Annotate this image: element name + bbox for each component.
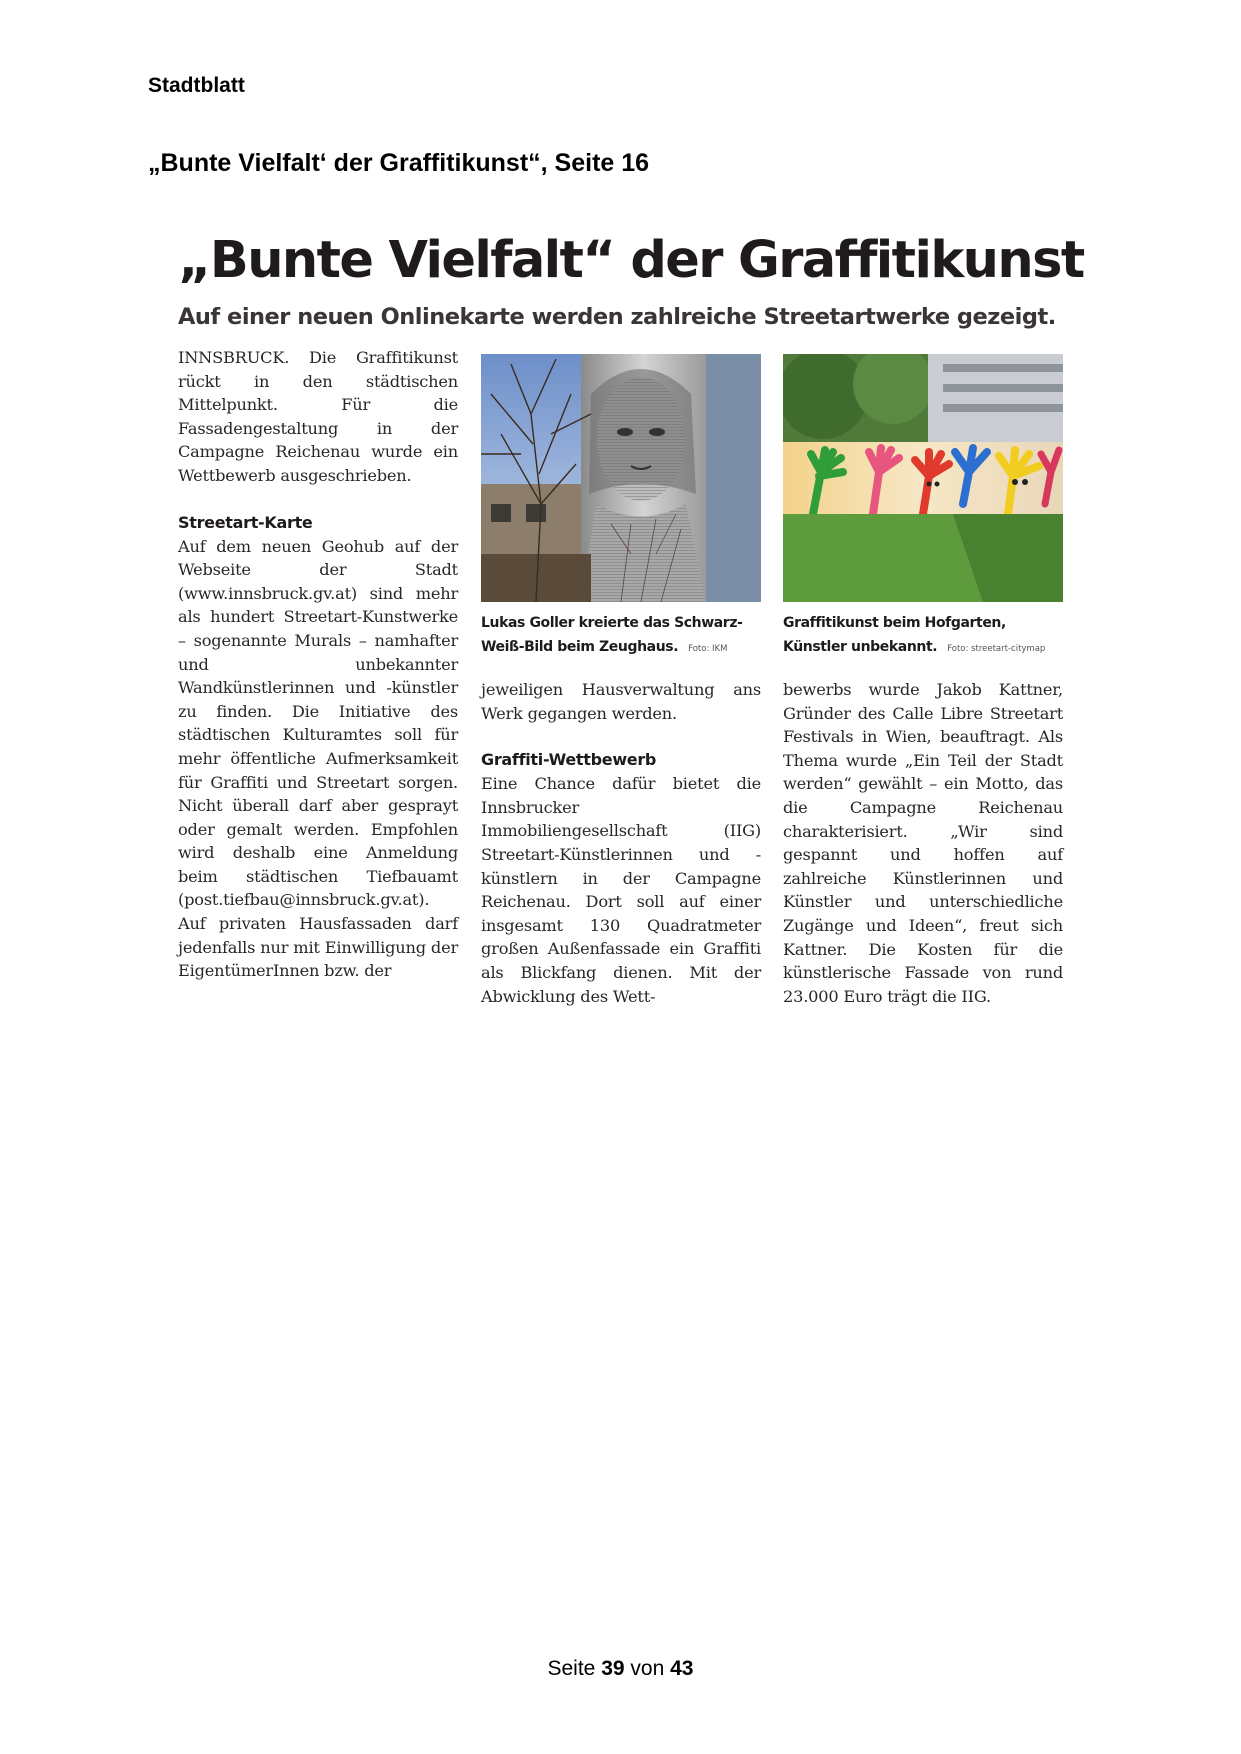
photo-credit: Foto: IKM (688, 643, 728, 654)
article-paragraph: Eine Chance dafür bietet die Innsbrucker Immobiliengesellschaft (IIG) Streetart-Künstlerinnen und -künstlern in der Campagne Reichenau. Dort soll auf einer insgesamt 130 Quadratmeter großen Außenfassade ein Graffiti als Blickfang dienen. Mit der Abwicklung des Wett- (481, 774, 761, 1006)
article-paragraph: Auf dem neuen Geohub auf der Webseite der Stadt (www.innsbruck.gv.at) sind mehr als hundert Streetart-Kunstwerke – sogenannte Murals – namhafter und unbekannter Wandkünstlerinnen und -künstler zu finden. Die Initiative des städtischen Kulturamtes soll für mehr öffentliche Aufmerksamkeit für Graffiti und Streetart sorgen. Nicht überall darf aber gesprayt oder gemalt werden. Empfohlen wird deshalb eine Anmeldung beim städtischen Tiefbauamt (post.tiefbau@innsbruck.gv.at). Auf privaten Hausfassaden darf jedenfalls nur mit Einwilligung der EigentümerInnen bzw. der (178, 536, 458, 981)
section-heading-streetart-karte: Streetart-Karte (178, 512, 313, 532)
photo-credit: Foto: streetart-citymap (947, 643, 1046, 654)
page-separator: von (630, 1657, 665, 1680)
photo-caption-2 (783, 612, 1063, 661)
article-column-3 (783, 678, 1063, 1008)
total-pages: 43 (670, 1657, 694, 1680)
article-subhead: Auf einer neuen Onlinekarte werden zahlreiche Streetartwerke gezeigt. (178, 304, 1056, 330)
photo-zeughaus-mural (481, 354, 761, 602)
article-column-2 (481, 678, 761, 1008)
article-headline: „Bunte Vielfalt“ der Graffitikunst (178, 231, 1084, 290)
newspaper-clipping (178, 228, 1084, 1006)
article-lead: INNSBRUCK. Die Graffitikunst rückt in den städtischen Mittelpunkt. Für die Fassadengestaltung in der Campagne Reichenau wurde ein Wettbewerb ausgeschrieben. (178, 348, 458, 485)
photo-caption-1 (481, 612, 761, 661)
caption-text: Lukas Goller kreierte das Schwarz-Weiß-Bild beim Zeughaus. (481, 615, 743, 655)
page-number (0, 1657, 1241, 1681)
article-paragraph: jeweiligen Hausverwaltung ans Werk gegangen werden. (481, 680, 761, 723)
section-heading-graffiti-wettbewerb: Graffiti-Wettbewerb (481, 750, 657, 770)
clip-title: „Bunte Vielfalt‘ der Graffitikunst“, Seite 16 (148, 149, 650, 177)
photo-hofgarten-graffiti (783, 354, 1063, 602)
page-prefix: Seite (547, 1657, 596, 1680)
article-paragraph: bewerbs wurde Jakob Kattner, Gründer des Calle Libre Streetart Festivals in Wien, beauftragt. Als Thema wurde „Ein Teil der Stadt werden“ gewählt – ein Motto, das die Campagne Reichenau charakterisiert. „Wir sind gespannt und hoffen auf zahlreiche Künstlerinnen und Künstler und unterschiedliche Zugänge und Ideen“, freut sich Kattner. Die Kosten für die künstlerische Fassade von rund 23.000 Euro trägt die IIG. (783, 680, 1063, 1006)
caption-text: Graffitikunst beim Hofgarten, Künstler unbekannt. (783, 615, 1006, 655)
source-label: Stadtblatt (148, 74, 245, 97)
current-page: 39 (601, 1657, 625, 1680)
article-column-1 (178, 346, 458, 983)
